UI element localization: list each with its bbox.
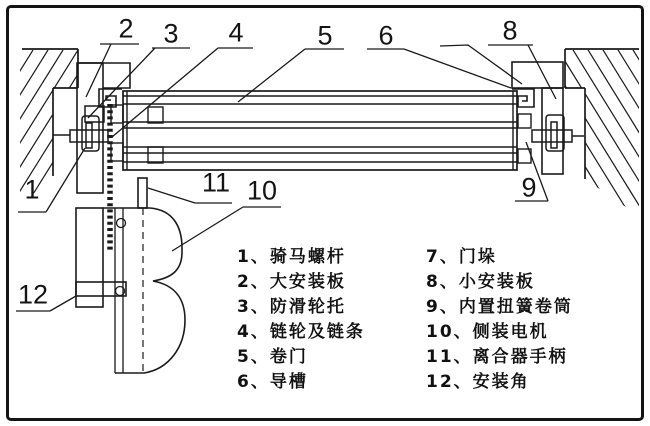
right-saddle-screw	[532, 115, 584, 151]
legend-right-column	[426, 245, 573, 395]
legend-item-4: 4、链轮及链条	[237, 322, 365, 342]
legend-item-6: 6、导槽	[237, 372, 308, 392]
callout-9: 9	[521, 172, 537, 203]
roller-drum	[111, 91, 531, 170]
side-motor	[76, 178, 185, 373]
callout-11: 11	[201, 167, 231, 198]
left-saddle-screw	[53, 106, 108, 151]
anti-slip-wheel-bracket	[85, 106, 104, 122]
mounting-angle	[76, 282, 126, 296]
callout-4: 4	[228, 17, 244, 48]
legend-item-2: 2、大安装板	[237, 272, 346, 292]
legend-item-7: 7、门垛	[426, 247, 497, 267]
legend-item-12: 12、安装角	[426, 372, 530, 392]
legend-item-1: 1、骑马螺杆	[237, 247, 346, 267]
legend-item-9: 9、内置扭簧卷筒	[426, 297, 573, 317]
legend-item-11: 11、离合器手柄	[426, 347, 568, 367]
legend-item-5: 5、卷门	[237, 347, 308, 367]
callout-12: 12	[17, 279, 49, 310]
legend-item-8: 8、小安装板	[426, 272, 535, 292]
callout-8: 8	[502, 15, 518, 46]
callout-1: 1	[24, 174, 40, 205]
callout-5: 5	[317, 20, 333, 51]
legend-item-10: 10、侧装电机	[426, 322, 549, 342]
callout-6: 6	[378, 20, 394, 51]
callout-2: 2	[118, 13, 134, 44]
legend-item-3: 3、防滑轮托	[237, 297, 346, 317]
callout-3: 3	[163, 18, 179, 49]
clutch-handle	[138, 178, 147, 208]
legend-left-column	[237, 245, 365, 395]
callout-10: 10	[246, 175, 278, 206]
small-mounting-plate	[512, 62, 563, 174]
